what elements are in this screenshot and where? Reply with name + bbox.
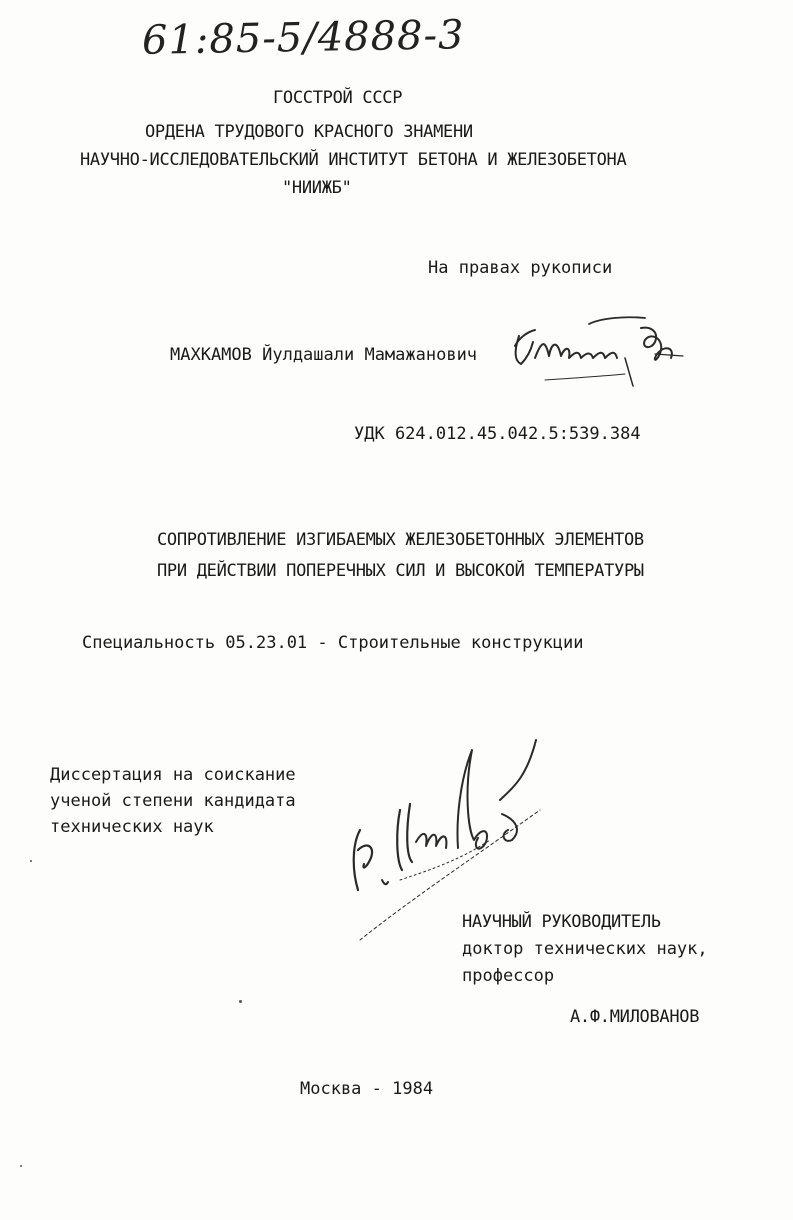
- dissertation-note-line-3: технических наук: [50, 817, 214, 837]
- dissertation-title-line-1: СОПРОТИВЛЕНИЕ ИЗГИБАЕМЫХ ЖЕЛЕЗОБЕТОННЫХ ЭЛЕМЕНТОВ: [157, 530, 644, 550]
- manuscript-rights-note: На правах рукописи: [428, 258, 613, 278]
- udc-code: УДК 624.012.45.042.5:539.384: [354, 424, 641, 444]
- supervisor-rank: профессор: [462, 966, 555, 986]
- scan-speck: [20, 1165, 22, 1167]
- dissertation-title-line-2: ПРИ ДЕЙСТВИИ ПОПЕРЕЧНЫХ СИЛ И ВЫСОКОЙ ТЕМПЕРАТУРЫ: [157, 561, 644, 581]
- dissertation-note-line-2: ученой степени кандидата: [50, 791, 296, 811]
- supervisor-name: А.Ф.МИЛОВАНОВ: [570, 1007, 700, 1027]
- author-signature-image: [505, 308, 690, 388]
- supervisor-degree: доктор технических наук,: [462, 939, 708, 959]
- specialty-line: Специальность 05.23.01 - Строительные конструкции: [82, 633, 584, 653]
- order-heading: ОРДЕНА ТРУДОВОГО КРАСНОГО ЗНАМЕНИ: [145, 122, 473, 142]
- supervisor-role: НАУЧНЫЙ РУКОВОДИТЕЛЬ: [462, 912, 661, 932]
- scan-speck: [239, 1000, 242, 1003]
- dissertation-note-line-1: Диссертация на соискание: [50, 765, 296, 785]
- ministry-heading: ГОССТРОЙ СССР: [273, 88, 403, 108]
- institute-abbreviation: "НИИЖБ": [282, 178, 352, 198]
- institute-heading: НАУЧНО-ИССЛЕДОВАТЕЛЬСКИЙ ИНСТИТУТ БЕТОНА И ЖЕЛЕЗОБЕТОНА: [80, 150, 627, 170]
- author-name: МАХКАМОВ Йулдашали Мамажанович: [170, 345, 478, 365]
- catalog-mark: 61:85-5/4888-3: [141, 12, 465, 64]
- scan-speck: [30, 860, 32, 862]
- city-year: Москва - 1984: [300, 1079, 434, 1099]
